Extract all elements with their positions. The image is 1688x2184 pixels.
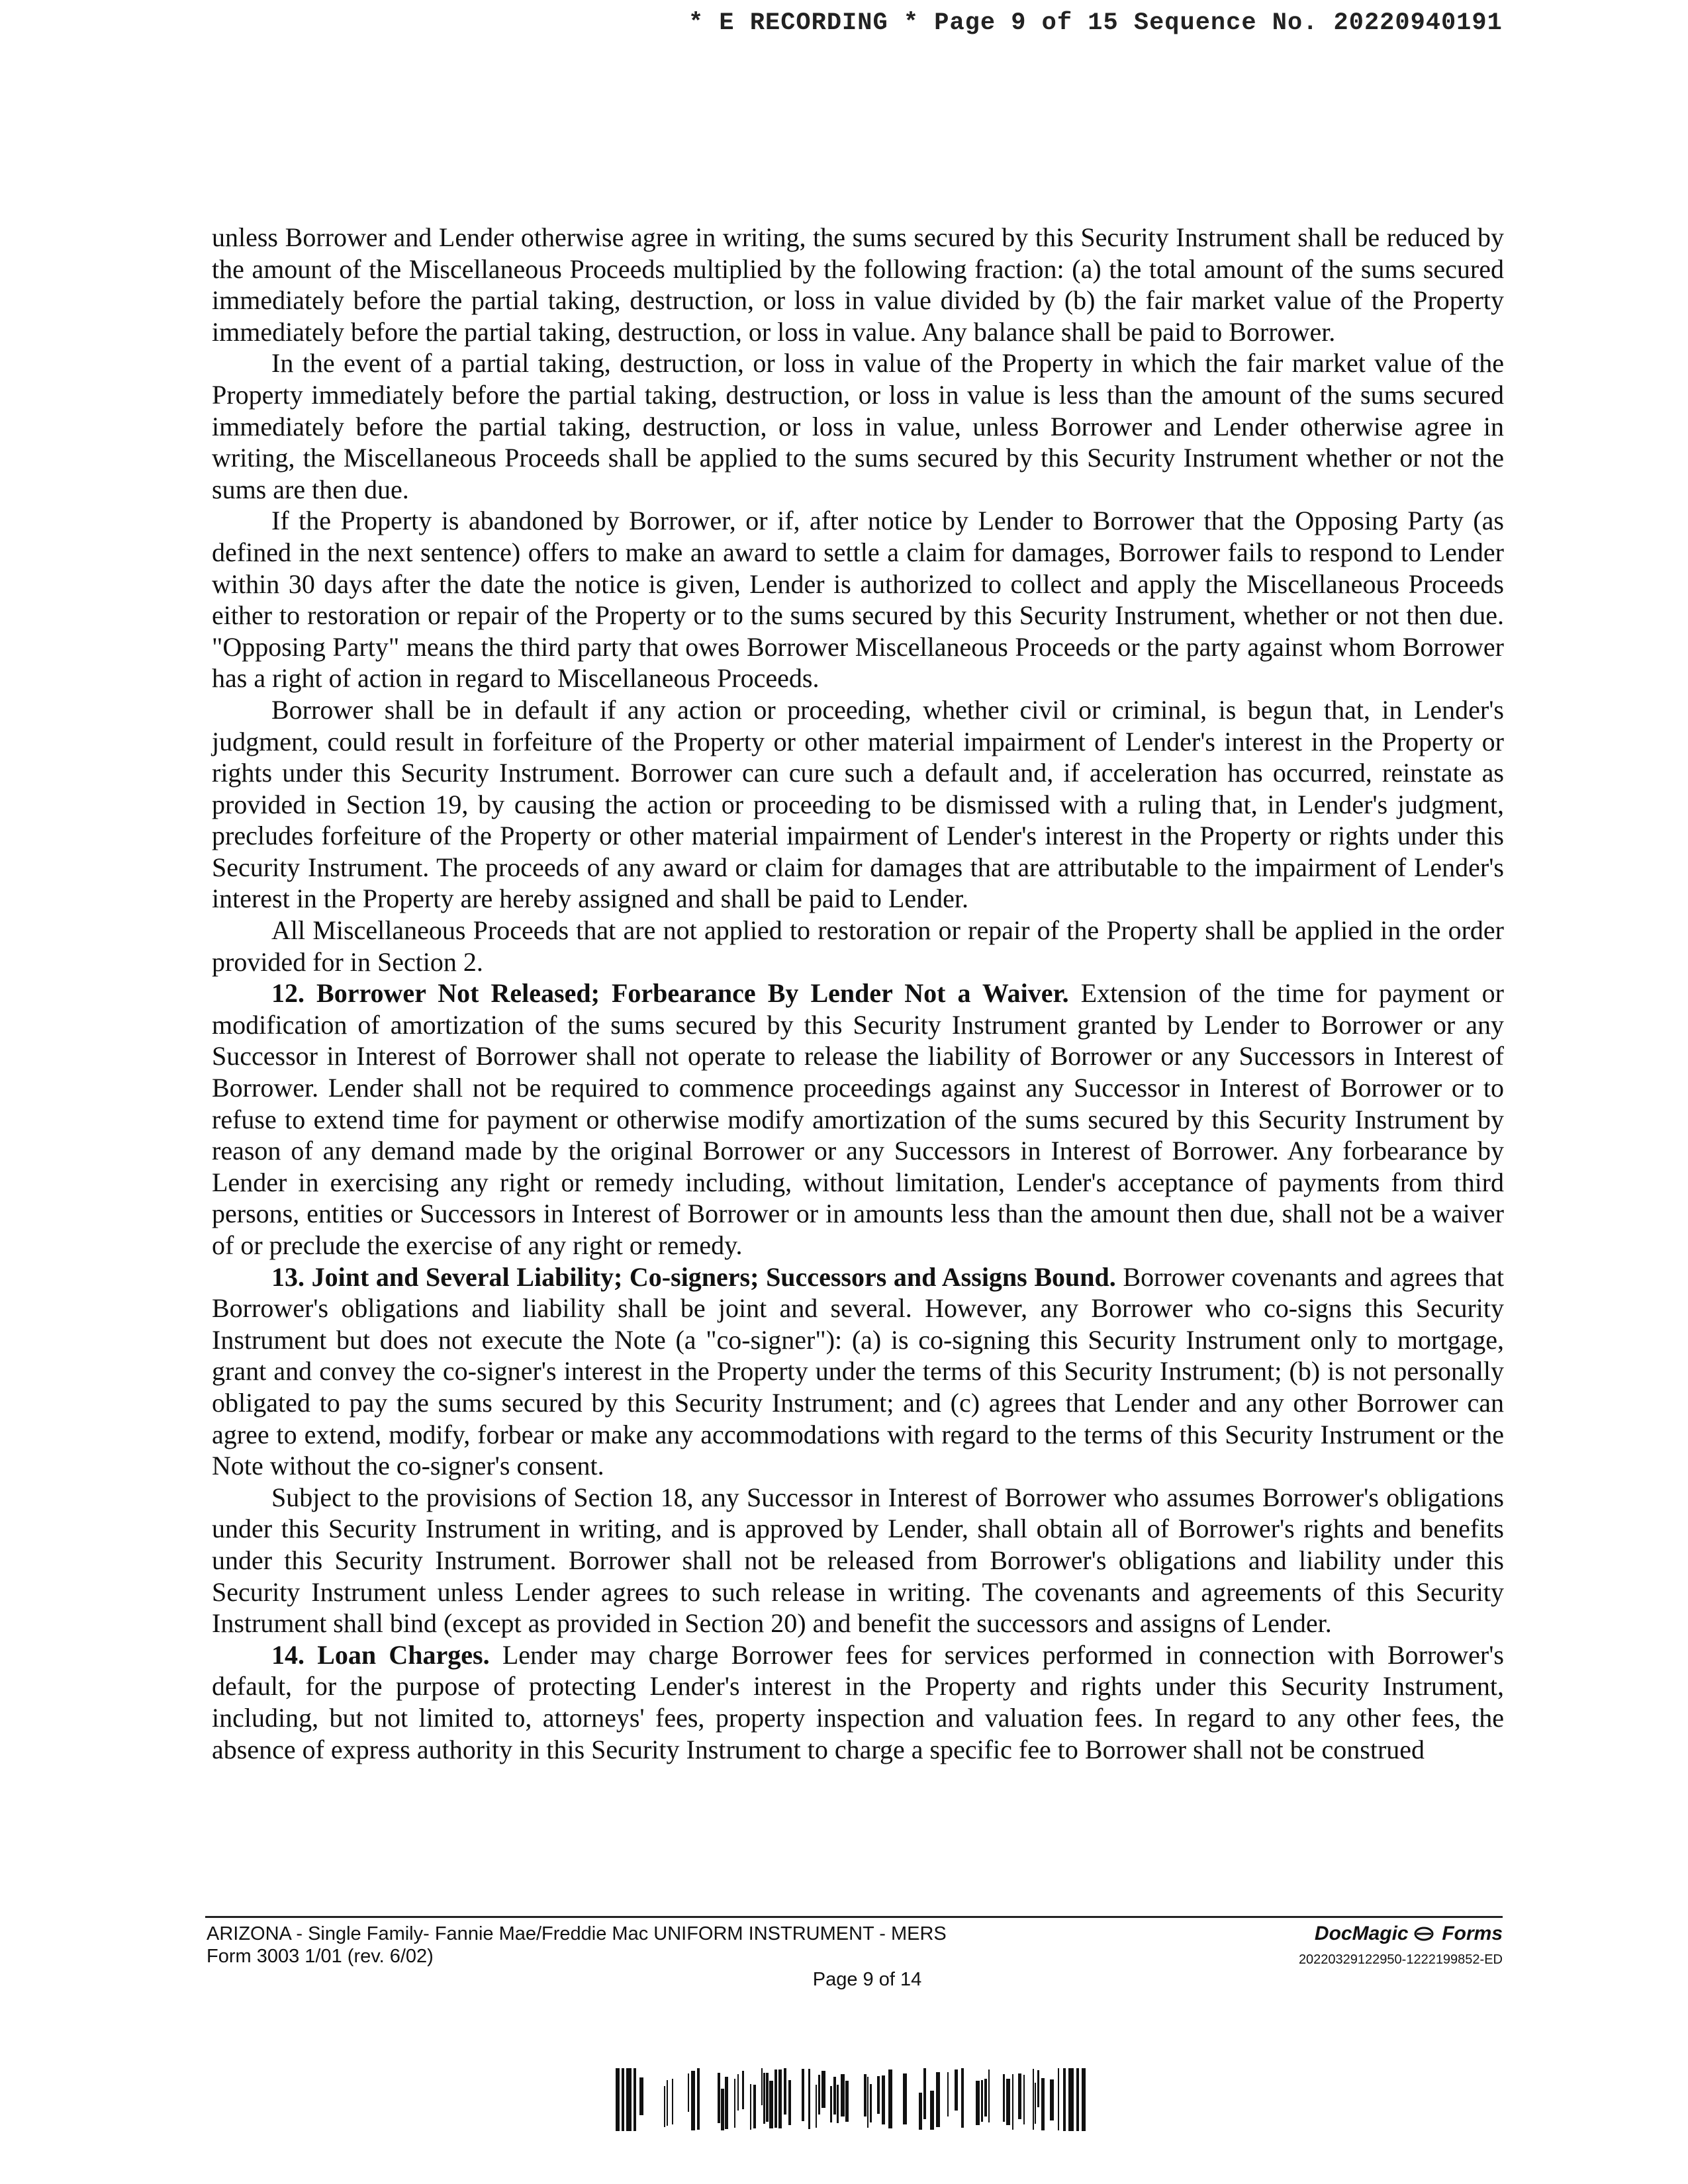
footer-form-info [207,1923,1133,1968]
recording-header: * E RECORDING * Page 9 of 15 Sequence No. 20220940191 [688,9,1503,37]
barcode-icon [616,2068,1086,2131]
section-12-text: Extension of the time for payment or modification of amortization of the sums secured by this Security Instrument granted by Lender to Borrower or any Successor in Interest of Borrower shall not operate to release the liability of Borrower or any Successors in Interest of Borrower. Lender shall not be required to commence proceedings against any Successor in Interest of Borrower or to refuse to extend time for payment or otherwise modify amortization of the sums secured by this Security Instrument by reason of any demand made by the original Borrower or any Successors in Interest of Borrower. Any forbearance by Lender in exercising any right or remedy including, without limitation, Lender's acceptance of payments from third persons, entities or Successors in Interest of Borrower or in amounts less than the amount then due, shall not be a waiver of or preclude the exercise of any right or remedy. [212,978,1504,1260]
paragraph-default: Borrower shall be in default if any action or proceeding, whether civil or criminal, is begun that, in Lender's judgment, could result in forfeiture of the Property or other material impairment of Lender's interest in the Property or rights under this Security Instrument. Borrower can cure such a default and, if acceleration has occurred, reinstate as provided in Section 19, by causing the action or proceeding to be dismissed with a ruling that, in Lender's judgment, precludes forfeiture of the Property or other material impairment of Lender's interest in the Property or rights under this Security Instrument. The proceeds of any award or claim for damages that are attributable to the impairment of Lender's interest in the Property are hereby assigned and shall be paid to Lender. [212,694,1504,914]
footer-brand [1192,1923,1503,1945]
paragraph-continued: unless Borrower and Lender otherwise agree in writing, the sums secured by this Security Instrument shall be reduced by the amount of the Miscellaneous Proceeds multiplied by the following fraction: (a) the total amount of the sums secured immediately before the partial taking, destruction, or loss in value divided by (b) the fair market value of the Property immediately before the partial taking, destruction, or loss in value. Any balance shall be paid to Borrower. [212,222,1504,347]
document-body [212,222,1504,1765]
section-12 [212,978,1504,1261]
footer-page-number: Page 9 of 14 [812,1969,922,1990]
section-13-heading: 13. Joint and Several Liability; Co-signers; Successors and Assigns Bound. [271,1261,1116,1292]
footer-divider [205,1916,1503,1918]
paragraph-misc-proceeds: All Miscellaneous Proceeds that are not applied to restoration or repair of the Property shall be applied in the order provided for in Section 2. [212,915,1504,977]
section-12-heading: 12. Borrower Not Released; Forbearance By Lender Not a Waiver. [271,978,1069,1009]
e-forms-logo-icon [1414,1923,1442,1944]
section-14-text: Lender may charge Borrower fees for services performed in connection with Borrower's default, for the purpose of protecting Lender's interest in the Property and rights under this Security Instrument, including, but not limited to, attorneys' fees, property inspection and valuation fees. In regard to any other fees, the absence of express authority in this Security Instrument to charge a specific fee to Borrower shall not be construed [212,1639,1505,1764]
footer-doc-code: 20220329122950-1222199852-ED [1298,1952,1503,1967]
footer-form-line2: Form 3003 1/01 (rev. 6/02) [207,1946,434,1967]
footer-form-line1: ARIZONA - Single Family- Fannie Mae/Freddie Mac UNIFORM INSTRUMENT - MERS [207,1923,947,1944]
brand-suffix: Forms [1442,1923,1503,1944]
section-14-heading: 14. Loan Charges. [271,1639,490,1670]
paragraph-successors: Subject to the provisions of Section 18, any Successor in Interest of Borrower who assumes Borrower's obligations under this Security Instrument in writing, and is approved by Lender, shall obtain all of Borrower's rights and benefits under this Security Instrument. Borrower shall not be released from Borrower's obligations and liability under this Security Instrument unless Lender agrees to such release in writing. The covenants and agreements of this Security Instrument shall bind (except as provided in Section 20) and benefit the successors and assigns of Lender. [212,1482,1504,1639]
paragraph-partial-taking: In the event of a partial taking, destruction, or loss in value of the Property in which the fair market value of the Property immediately before the partial taking, destruction, or loss in value is less than the amount of the sums secured immediately before the partial taking, destruction, or loss in value, unless Borrower and Lender otherwise agree in writing, the Miscellaneous Proceeds shall be applied to the sums secured by this Security Instrument whether or not the sums are then due. [212,348,1504,504]
section-14 [212,1639,1504,1765]
section-13 [212,1261,1504,1482]
brand-name: DocMagic [1314,1923,1409,1944]
section-13-text: Borrower covenants and agrees that Borrower's obligations and liability shall be joint and several. However, any Borrower who co-signs this Security Instrument but does not execute the Note (a "co-signer"): (a) is co-signing this Security Instrument only to mortgage, grant and convey the co-signer's interest in the Property under the terms of this Security Instrument; (b) is not personally obligated to pay the sums secured by this Security Instrument; and (c) agrees that Lender and any other Borrower can agree to extend, modify, forbear or make any accommodations with regard to the terms of this Security Instrument or the Note without the co-signer's consent. [212,1261,1504,1481]
paragraph-abandonment: If the Property is abandoned by Borrower, or if, after notice by Lender to Borrower that the Opposing Party (as defined in the next sentence) offers to make an award to settle a claim for damages, Borrower fails to respond to Lender within 30 days after the date the notice is given, Lender is authorized to collect and apply the Miscellaneous Proceeds either to restoration or repair of the Property or to the sums secured by this Security Instrument, whether or not then due. "Opposing Party" means the third party that owes Borrower Miscellaneous Proceeds or the party against whom Borrower has a right of action in regard to Miscellaneous Proceeds. [212,506,1504,694]
